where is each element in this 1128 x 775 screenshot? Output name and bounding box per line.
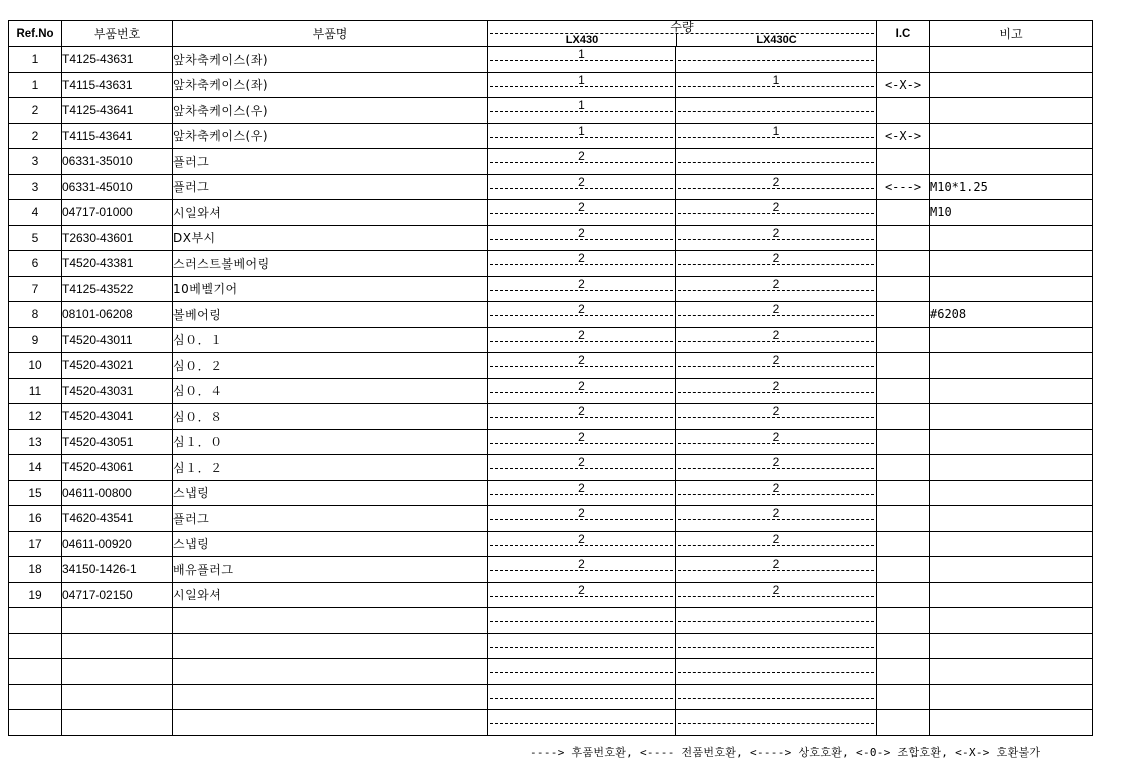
- cell-qty-lx430c: [676, 225, 877, 251]
- cell-part-name: 시일와셔: [173, 200, 488, 226]
- cell-qty-lx430c: [676, 251, 877, 277]
- table-row: [9, 429, 1093, 455]
- cell-ref-no: [9, 710, 62, 736]
- cell-qty-lx430-value: 2: [578, 302, 585, 316]
- cell-qty-lx430: [488, 480, 676, 506]
- cell-qty-lx430c: [676, 404, 877, 430]
- cell-remarks: [930, 149, 1093, 175]
- cell-ic: [877, 200, 930, 226]
- cell-part-name: 앞차축케이스(우): [173, 123, 488, 149]
- cell-part-number: 06331-35010: [62, 149, 173, 175]
- cell-qty-lx430c-value: [676, 685, 876, 686]
- table-row: [9, 47, 1093, 73]
- cell-part-number: T4520-43021: [62, 353, 173, 379]
- cell-remarks: #6208: [930, 302, 1093, 328]
- table-row: [9, 506, 1093, 532]
- cell-part-name: 앞차축케이스(우): [173, 98, 488, 124]
- cell-qty-lx430c: [676, 710, 877, 736]
- cell-qty-lx430c-value: [676, 149, 876, 150]
- cell-part-number: 04611-00800: [62, 480, 173, 506]
- cell-part-number: T4520-43041: [62, 404, 173, 430]
- cell-qty-lx430-value: [488, 710, 675, 711]
- cell-qty-lx430-value: 1: [578, 123, 585, 138]
- cell-qty-lx430c-value: [676, 634, 876, 635]
- cell-qty-lx430: [488, 123, 676, 149]
- cell-qty-lx430c-value: 2: [772, 429, 780, 444]
- cell-qty-lx430: [488, 225, 676, 251]
- cell-qty-lx430c: [676, 47, 877, 73]
- table-row: [9, 72, 1093, 98]
- table-row: [9, 557, 1093, 583]
- header-ic: I.C: [877, 21, 930, 47]
- cell-ic: [877, 47, 930, 73]
- cell-ref-no: 9: [9, 327, 62, 353]
- cell-qty-lx430c: [676, 429, 877, 455]
- cell-ic: [877, 149, 930, 175]
- cell-part-name: [173, 659, 488, 685]
- cell-qty-lx430-value: [488, 608, 675, 609]
- cell-remarks: [930, 123, 1093, 149]
- table-row: [9, 608, 1093, 634]
- cell-qty-lx430-value: 2: [578, 429, 585, 444]
- cell-ref-no: 7: [9, 276, 62, 302]
- cell-qty-lx430-value: 2: [578, 149, 585, 163]
- cell-ref-no: 2: [9, 123, 62, 149]
- cell-part-name: [173, 608, 488, 634]
- cell-ref-no: 3: [9, 149, 62, 175]
- cell-part-number: 06331-45010: [62, 174, 173, 200]
- cell-qty-lx430-value: 2: [578, 582, 585, 597]
- cell-part-number: T4620-43541: [62, 506, 173, 532]
- cell-qty-lx430c-value: 2: [772, 225, 780, 240]
- cell-qty-lx430c: [676, 684, 877, 710]
- cell-qty-lx430c-value: 2: [772, 302, 780, 316]
- cell-ref-no: [9, 684, 62, 710]
- cell-remarks: [930, 455, 1093, 481]
- cell-ic: [877, 225, 930, 251]
- cell-ic: [877, 608, 930, 634]
- header-quantity-label: 수량: [670, 20, 694, 34]
- cell-remarks: [930, 327, 1093, 353]
- cell-part-number: T4115-43631: [62, 72, 173, 98]
- cell-ref-no: 2: [9, 98, 62, 124]
- cell-part-name: [173, 684, 488, 710]
- cell-part-name: 배유플러그: [173, 557, 488, 583]
- cell-ic: <--->: [877, 174, 930, 200]
- cell-ic: [877, 557, 930, 583]
- cell-qty-lx430: [488, 276, 676, 302]
- cell-qty-lx430-value: 2: [578, 557, 585, 571]
- cell-ic: [877, 429, 930, 455]
- cell-qty-lx430: [488, 302, 676, 328]
- cell-part-number: T4520-43061: [62, 455, 173, 481]
- cell-remarks: [930, 710, 1093, 736]
- cell-ref-no: 13: [9, 429, 62, 455]
- cell-part-number: 04717-01000: [62, 200, 173, 226]
- cell-qty-lx430: [488, 455, 676, 481]
- cell-remarks: [930, 608, 1093, 634]
- cell-ic: [877, 633, 930, 659]
- cell-remarks: [930, 72, 1093, 98]
- cell-part-number: 34150-1426-1: [62, 557, 173, 583]
- cell-qty-lx430c: [676, 531, 877, 557]
- cell-qty-lx430c-value: 1: [772, 72, 780, 87]
- cell-qty-lx430c-value: 2: [772, 174, 780, 189]
- cell-qty-lx430-value: 2: [578, 480, 585, 495]
- cell-qty-lx430c: [676, 506, 877, 532]
- cell-qty-lx430-value: 2: [578, 200, 585, 214]
- cell-remarks: [930, 225, 1093, 251]
- cell-ref-no: 12: [9, 404, 62, 430]
- cell-ref-no: 5: [9, 225, 62, 251]
- cell-qty-lx430c-value: 2: [772, 582, 780, 597]
- cell-ref-no: [9, 633, 62, 659]
- cell-qty-lx430: [488, 327, 676, 353]
- table-row: [9, 353, 1093, 379]
- header-model-lx430c: LX430C: [756, 34, 797, 46]
- cell-part-name: 시일와셔: [173, 582, 488, 608]
- cell-ic: [877, 710, 930, 736]
- cell-ref-no: 1: [9, 72, 62, 98]
- cell-qty-lx430c: [676, 200, 877, 226]
- cell-part-number: [62, 710, 173, 736]
- cell-qty-lx430-value: 2: [578, 276, 585, 291]
- cell-remarks: [930, 531, 1093, 557]
- table-row: [9, 480, 1093, 506]
- cell-part-name: 플러그: [173, 149, 488, 175]
- interchange-legend: ----> 후품번호환, <---- 전품번호환, <----> 상호호환, <-0-> 조합호환, <-X-> 호환불가: [530, 746, 1041, 759]
- cell-qty-lx430c: [676, 633, 877, 659]
- cell-ic: [877, 582, 930, 608]
- parts-table: [8, 20, 1093, 736]
- cell-part-name: 스러스트볼베어링: [173, 251, 488, 277]
- header-part-number: 부품번호: [62, 21, 173, 47]
- cell-qty-lx430c: [676, 378, 877, 404]
- cell-qty-lx430: [488, 582, 676, 608]
- cell-ref-no: 11: [9, 378, 62, 404]
- table-row: [9, 710, 1093, 736]
- cell-qty-lx430: [488, 531, 676, 557]
- cell-ic: [877, 378, 930, 404]
- table-row: [9, 582, 1093, 608]
- cell-remarks: [930, 684, 1093, 710]
- cell-qty-lx430c-value: 2: [772, 200, 780, 214]
- cell-qty-lx430: [488, 506, 676, 532]
- cell-qty-lx430c-value: 2: [772, 251, 780, 265]
- cell-remarks: [930, 429, 1093, 455]
- cell-qty-lx430c: [676, 659, 877, 685]
- cell-qty-lx430c: [676, 174, 877, 200]
- table-row: [9, 633, 1093, 659]
- cell-ref-no: 8: [9, 302, 62, 328]
- cell-qty-lx430c-value: [676, 608, 876, 609]
- cell-qty-lx430: [488, 353, 676, 379]
- cell-qty-lx430: [488, 404, 676, 430]
- cell-qty-lx430: [488, 174, 676, 200]
- table-row: [9, 276, 1093, 302]
- cell-part-number: T4125-43522: [62, 276, 173, 302]
- cell-qty-lx430c: [676, 327, 877, 353]
- cell-qty-lx430-value: 1: [578, 72, 585, 87]
- header-model-lx430: LX430: [488, 34, 677, 46]
- table-row: [9, 302, 1093, 328]
- cell-qty-lx430-value: 2: [578, 378, 585, 393]
- cell-remarks: [930, 353, 1093, 379]
- cell-remarks: [930, 47, 1093, 73]
- cell-remarks: [930, 557, 1093, 583]
- header-part-name: 부품명: [173, 21, 488, 47]
- cell-part-number: [62, 633, 173, 659]
- cell-qty-lx430c-value: [676, 98, 876, 99]
- cell-ref-no: [9, 608, 62, 634]
- cell-qty-lx430-value: [488, 685, 675, 686]
- cell-ic: [877, 276, 930, 302]
- cell-qty-lx430c-value: 2: [772, 506, 780, 520]
- cell-qty-lx430c-value: 2: [772, 404, 780, 418]
- cell-qty-lx430c: [676, 557, 877, 583]
- cell-ic: [877, 531, 930, 557]
- cell-part-number: 04717-02150: [62, 582, 173, 608]
- cell-part-number: 04611-00920: [62, 531, 173, 557]
- table-row: [9, 200, 1093, 226]
- cell-ic: [877, 684, 930, 710]
- table-row: [9, 327, 1093, 353]
- cell-remarks: [930, 251, 1093, 277]
- cell-qty-lx430c-value: 2: [772, 353, 780, 367]
- cell-ref-no: 17: [9, 531, 62, 557]
- cell-qty-lx430c-value: 2: [772, 378, 780, 393]
- cell-qty-lx430: [488, 72, 676, 98]
- cell-remarks: [930, 378, 1093, 404]
- cell-part-name: [173, 710, 488, 736]
- cell-part-number: [62, 608, 173, 634]
- cell-ic: [877, 327, 930, 353]
- cell-ic: <-X->: [877, 72, 930, 98]
- cell-remarks: [930, 480, 1093, 506]
- cell-remarks: [930, 98, 1093, 124]
- table-row: [9, 455, 1093, 481]
- cell-qty-lx430c-value: 2: [772, 480, 780, 495]
- cell-part-name: 스냅링: [173, 480, 488, 506]
- cell-qty-lx430c-value: 1: [772, 123, 780, 138]
- cell-qty-lx430-value: [488, 659, 675, 660]
- table-row: [9, 659, 1093, 685]
- cell-part-number: T4115-43641: [62, 123, 173, 149]
- cell-qty-lx430c: [676, 72, 877, 98]
- cell-ic: [877, 506, 930, 532]
- cell-ic: <-X->: [877, 123, 930, 149]
- cell-ref-no: 3: [9, 174, 62, 200]
- cell-ic: [877, 659, 930, 685]
- cell-qty-lx430-value: 2: [578, 225, 585, 240]
- table-row: [9, 98, 1093, 124]
- cell-ref-no: 18: [9, 557, 62, 583]
- cell-qty-lx430-value: [488, 634, 675, 635]
- cell-part-number: T4520-43381: [62, 251, 173, 277]
- cell-part-number: T4125-43641: [62, 98, 173, 124]
- cell-qty-lx430: [488, 557, 676, 583]
- cell-qty-lx430c: [676, 353, 877, 379]
- cell-qty-lx430c-value: [676, 710, 876, 711]
- table-row: [9, 531, 1093, 557]
- cell-qty-lx430c: [676, 123, 877, 149]
- cell-ref-no: [9, 659, 62, 685]
- cell-qty-lx430-value: 2: [578, 353, 585, 367]
- header-remarks: 비고: [930, 21, 1093, 47]
- cell-qty-lx430: [488, 684, 676, 710]
- cell-qty-lx430c: [676, 302, 877, 328]
- cell-part-name: 플러그: [173, 174, 488, 200]
- cell-part-name: 앞차축케이스(좌): [173, 72, 488, 98]
- cell-qty-lx430c: [676, 582, 877, 608]
- cell-ref-no: 19: [9, 582, 62, 608]
- cell-qty-lx430c-value: 2: [772, 531, 780, 546]
- cell-ic: [877, 404, 930, 430]
- cell-qty-lx430c: [676, 98, 877, 124]
- cell-ref-no: 15: [9, 480, 62, 506]
- cell-qty-lx430: [488, 429, 676, 455]
- cell-ref-no: 1: [9, 47, 62, 73]
- cell-qty-lx430c: [676, 480, 877, 506]
- cell-qty-lx430-value: 2: [578, 455, 585, 469]
- cell-part-name: 심１．０: [173, 429, 488, 455]
- header-ref-no: Ref.No: [9, 21, 62, 47]
- cell-qty-lx430-value: 2: [578, 506, 585, 520]
- cell-part-number: T4125-43631: [62, 47, 173, 73]
- cell-qty-lx430: [488, 47, 676, 73]
- cell-qty-lx430c-value: 2: [772, 557, 780, 571]
- cell-part-name: 심０．４: [173, 378, 488, 404]
- cell-qty-lx430: [488, 633, 676, 659]
- cell-part-number: T2630-43601: [62, 225, 173, 251]
- cell-part-name: 심０．１: [173, 327, 488, 353]
- cell-part-number: [62, 659, 173, 685]
- cell-ic: [877, 480, 930, 506]
- cell-qty-lx430c: [676, 149, 877, 175]
- cell-qty-lx430c-value: 2: [772, 327, 780, 342]
- cell-part-name: 볼베어링: [173, 302, 488, 328]
- cell-ref-no: 14: [9, 455, 62, 481]
- cell-part-number: 08101-06208: [62, 302, 173, 328]
- cell-ic: [877, 251, 930, 277]
- cell-qty-lx430: [488, 378, 676, 404]
- cell-qty-lx430c: [676, 455, 877, 481]
- cell-qty-lx430-value: 2: [578, 327, 585, 342]
- cell-ref-no: 10: [9, 353, 62, 379]
- cell-remarks: [930, 276, 1093, 302]
- table-row: [9, 149, 1093, 175]
- cell-remarks: [930, 582, 1093, 608]
- table-row: [9, 251, 1093, 277]
- cell-qty-lx430-value: 1: [578, 47, 585, 61]
- cell-part-name: 플러그: [173, 506, 488, 532]
- cell-part-number: T4520-43031: [62, 378, 173, 404]
- cell-part-number: T4520-43011: [62, 327, 173, 353]
- cell-qty-lx430c: [676, 608, 877, 634]
- cell-part-name: 앞차축케이스(좌): [173, 47, 488, 73]
- table-row: [9, 684, 1093, 710]
- cell-qty-lx430c-value: 2: [772, 276, 780, 291]
- cell-ic: [877, 455, 930, 481]
- cell-part-name: 심０．２: [173, 353, 488, 379]
- cell-qty-lx430: [488, 200, 676, 226]
- cell-qty-lx430-value: 1: [578, 98, 585, 112]
- cell-remarks: [930, 633, 1093, 659]
- cell-qty-lx430: [488, 608, 676, 634]
- cell-qty-lx430: [488, 251, 676, 277]
- header-quantity: [488, 21, 877, 47]
- table-row: [9, 378, 1093, 404]
- cell-ref-no: 4: [9, 200, 62, 226]
- table-header-row: [9, 21, 1093, 47]
- cell-part-name: 스냅링: [173, 531, 488, 557]
- cell-remarks: [930, 659, 1093, 685]
- cell-qty-lx430-value: 2: [578, 174, 585, 189]
- cell-qty-lx430: [488, 659, 676, 685]
- cell-qty-lx430c-value: 2: [772, 455, 780, 469]
- cell-qty-lx430c: [676, 276, 877, 302]
- cell-qty-lx430-value: 2: [578, 251, 585, 265]
- cell-part-name: DX부시: [173, 225, 488, 251]
- cell-ref-no: 16: [9, 506, 62, 532]
- cell-qty-lx430c-value: [676, 659, 876, 660]
- table-row: [9, 174, 1093, 200]
- table-row: [9, 123, 1093, 149]
- cell-ic: [877, 98, 930, 124]
- cell-part-name: 심０．８: [173, 404, 488, 430]
- cell-ic: [877, 302, 930, 328]
- cell-qty-lx430-value: 2: [578, 531, 585, 546]
- table-row: [9, 404, 1093, 430]
- cell-ic: [877, 353, 930, 379]
- cell-part-name: 10베벨기어: [173, 276, 488, 302]
- cell-remarks: M10: [930, 200, 1093, 226]
- table-row: [9, 225, 1093, 251]
- cell-part-number: [62, 684, 173, 710]
- cell-part-name: [173, 633, 488, 659]
- cell-qty-lx430: [488, 98, 676, 124]
- cell-qty-lx430c-value: [676, 47, 876, 48]
- cell-remarks: [930, 404, 1093, 430]
- cell-part-name: 심１．２: [173, 455, 488, 481]
- cell-part-number: T4520-43051: [62, 429, 173, 455]
- cell-qty-lx430-value: 2: [578, 404, 585, 418]
- cell-remarks: [930, 506, 1093, 532]
- cell-qty-lx430: [488, 149, 676, 175]
- cell-qty-lx430: [488, 710, 676, 736]
- cell-remarks: M10*1.25: [930, 174, 1093, 200]
- cell-ref-no: 6: [9, 251, 62, 277]
